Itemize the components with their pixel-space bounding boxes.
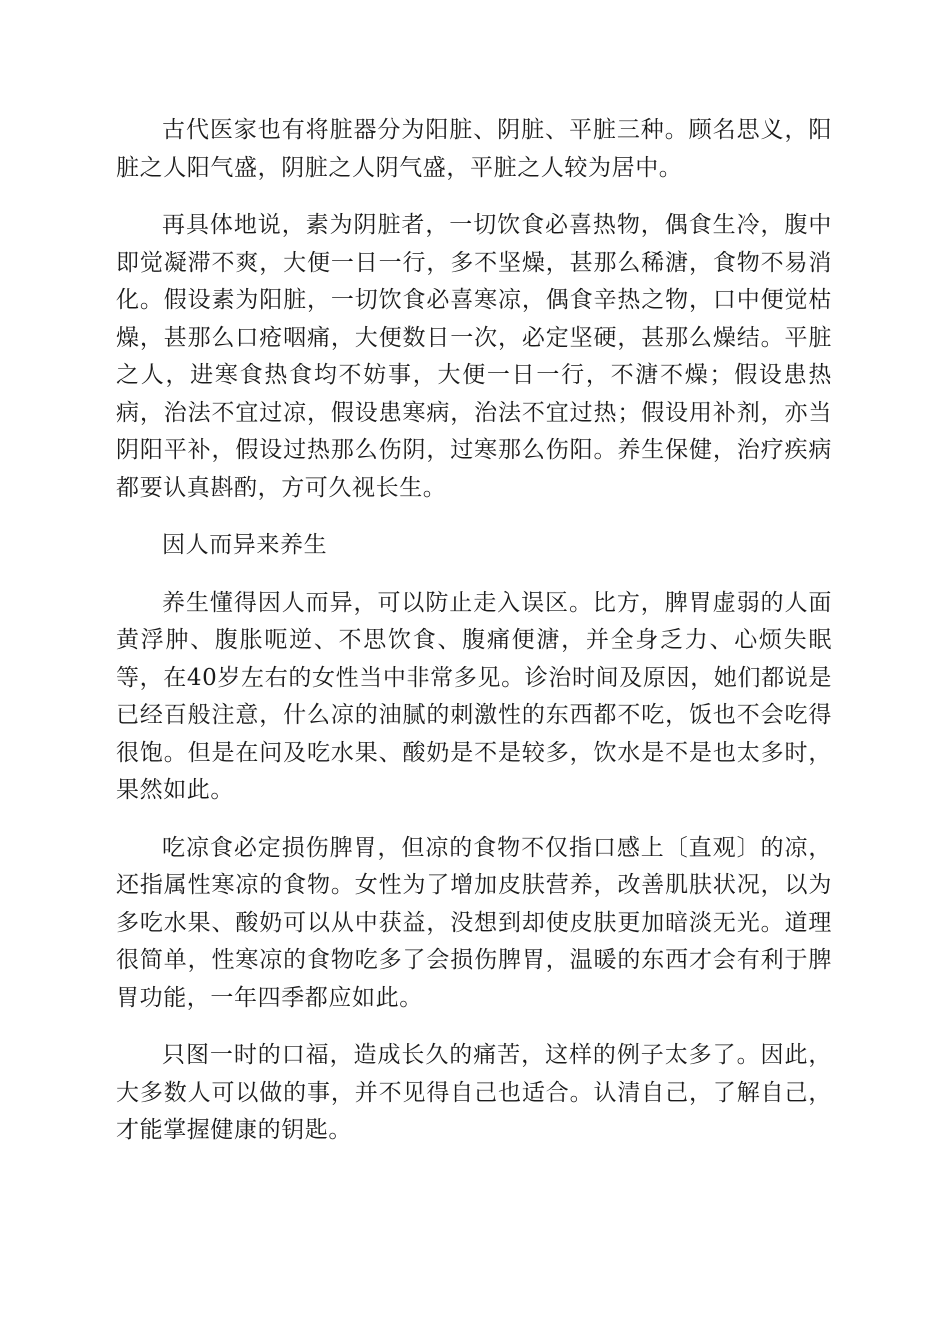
document-body [116, 112, 832, 1170]
paragraph-cold-food: 吃凉食必定损伤脾胃，但凉的食物不仅指口感上〔直观〕的凉，还指属性寒凉的食物。女性为了增加皮肤营养，改善肌肤状况，以为多吃水果、酸奶可以从中获益，没想到却使皮肤更加暗淡无光。道理很简单，性寒凉的食物吃多了会损伤脾胃，温暖的东西才会有利于脾胃功能，一年四季都应如此。 [116, 834, 832, 1011]
paragraph-conclusion: 只图一时的口福，造成长久的痛苦，这样的例子太多了。因此，大多数人可以做的事，并不见得自己也适合。认清自己，了解自己，才能掌握健康的钥匙。 [116, 1042, 832, 1143]
section-heading: 因人而异来养生 [162, 532, 328, 558]
paragraph-individual-wellness: 养生懂得因人而异，可以防止走入误区。比方，脾胃虚弱的人面黄浮肿、腹胀呃逆、不思饮食、腹痛便溏，并全身乏力、心烦失眠等，在40岁左右的女性当中非常多见。诊治时间及原因，她们都说是已经百般注意，什么凉的油腻的刺激性的东西都不吃，饭也不会吃得很饱。但是在问及吃水果、酸奶是不是较多，饮水是不是也太多时，果然如此。 [116, 589, 832, 803]
paragraph-organ-details: 再具体地说，素为阴脏者，一切饮食必喜热物，偶食生冷，腹中即觉凝滞不爽，大便一日一行，多不坚燥，甚那么稀溏，食物不易消化。假设素为阳脏，一切饮食必喜寒凉，偶食辛热之物，口中便觉枯燥，甚那么口疮咽痛，大便数日一次，必定坚硬，甚那么燥结。平脏之人，进寒食热食均不妨事，大便一日一行，不溏不燥；假设患热病，治法不宜过凉，假设患寒病，治法不宜过热；假设用补剂，亦当阴阳平补，假设过热那么伤阴，过寒那么伤阳。养生保健，治疗疾病都要认真斟酌，方可久视长生。 [116, 212, 832, 501]
paragraph-organ-types: 古代医家也有将脏器分为阳脏、阴脏、平脏三种。顾名思义，阳脏之人阳气盛，阴脏之人阴气盛，平脏之人较为居中。 [116, 117, 832, 181]
